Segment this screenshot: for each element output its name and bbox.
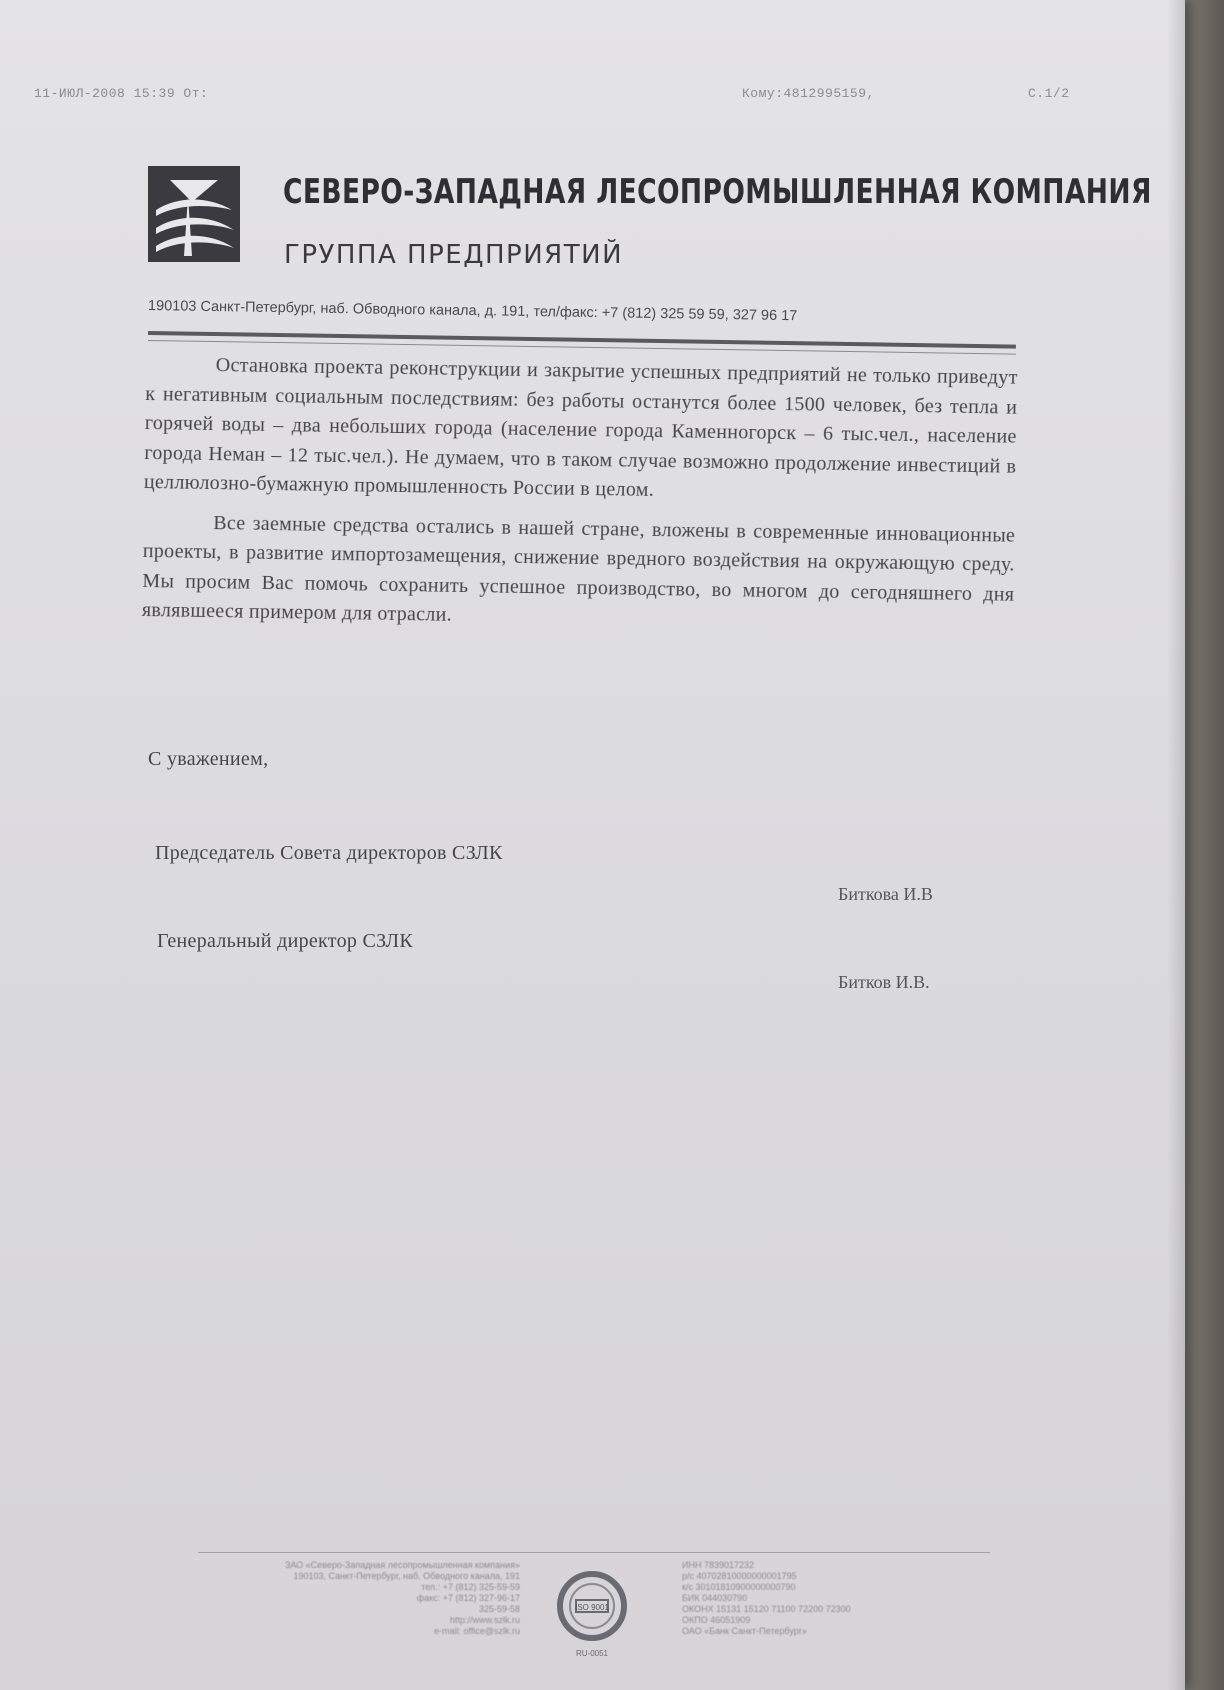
signatory-name-chairman: Биткова И.В — [838, 884, 933, 904]
letter-body — [142, 350, 1018, 649]
company-logo-icon — [148, 166, 240, 262]
footer-contacts — [200, 1560, 520, 1637]
footer-rule — [198, 1552, 990, 1553]
signatory-name-director: Битков И.В. — [838, 972, 930, 992]
footer-requisite-line: к/с 30101810900000000790 — [682, 1582, 796, 1592]
footer-requisite-line: ОАО «Банк Санкт-Петербург» — [682, 1626, 808, 1636]
footer-requisite-line: ОКПО 46051909 — [682, 1615, 751, 1625]
signatory-role-chairman: Председатель Совета директоров СЗЛК — [155, 842, 503, 864]
company-address: 190103 Санкт-Петербург, наб. Обводного канала, д. 191, тел/факс: +7 (812) 325 59 59, 327 96 17 — [147, 298, 798, 325]
seal-caption: RU-0051 — [575, 1649, 609, 1658]
company-name: СЕВЕРО-ЗАПАДНАЯ ЛЕСОПРОМЫШЛЕННАЯ КОМПАНИЯ — [283, 172, 1152, 212]
footer-contact-line: ЗАО «Северо-Западная лесопромышленная компания» — [284, 1560, 520, 1570]
certification-seal-icon — [556, 1566, 628, 1662]
seal-label: ISO 9001 — [575, 1603, 609, 1612]
footer-requisite-line: р/с 40702810000000001795 — [682, 1571, 797, 1581]
body-paragraph-2: Все заемные средства остались в нашей стране, вложены в современные инновационные проекты, в развитие импортозамещения, снижение вредного воздействия на окружающую среду. Мы просим Вас помочь сохранить успешное производство, во многом до сегодняшнего дня являвшееся примером для отрасли. — [141, 511, 1016, 626]
closing-phrase: С уважением, — [148, 748, 269, 770]
footer-contact-line: e-mail: office@szlk.ru — [434, 1626, 520, 1636]
footer-requisite-line: ИНН 7839017232 — [682, 1560, 755, 1570]
fax-recipient: Кому:4812995159, — [742, 86, 875, 101]
footer-contact-line: тел.: +7 (812) 325-59-59 — [421, 1582, 520, 1592]
footer-requisites — [682, 1560, 982, 1637]
body-paragraph-1: Остановка проекта реконструкции и закрытие успешных предприятий не только приведут к негативным социальным последствиям: без работы останутся более 1500 человек, без тепла и горячей воды – два небольших города (население города Каменногорск – 6 тыс.чел., население города Неман – 12 тыс.чел.). Не думаем, что в таком случае возможно продолжение инвестиций в целлюлозно-бумажную промышленность России в целом. — [143, 354, 1018, 501]
footer-contact-line: 325-59-58 — [478, 1604, 520, 1614]
footer-requisite-line: ОКОНХ 15131 15120 71100 72200 72300 — [682, 1604, 851, 1614]
footer-contact-line: http://www.szlk.ru — [449, 1615, 520, 1625]
signatory-role-director: Генеральный директор СЗЛК — [157, 930, 414, 952]
company-group: ГРУППА ПРЕДПРИЯТИЙ — [284, 240, 624, 270]
footer-contact-line: 190103, Санкт-Петербург, наб. Обводного канала, 191 — [293, 1571, 520, 1581]
fax-timestamp: 11-ИЮЛ-2008 15:39 От: — [34, 86, 209, 101]
footer-contact-line: факс: +7 (812) 327-96-17 — [416, 1593, 520, 1603]
footer-requisite-line: БИК 044030790 — [682, 1593, 748, 1603]
fax-page-count: С.1/2 — [1028, 86, 1070, 101]
